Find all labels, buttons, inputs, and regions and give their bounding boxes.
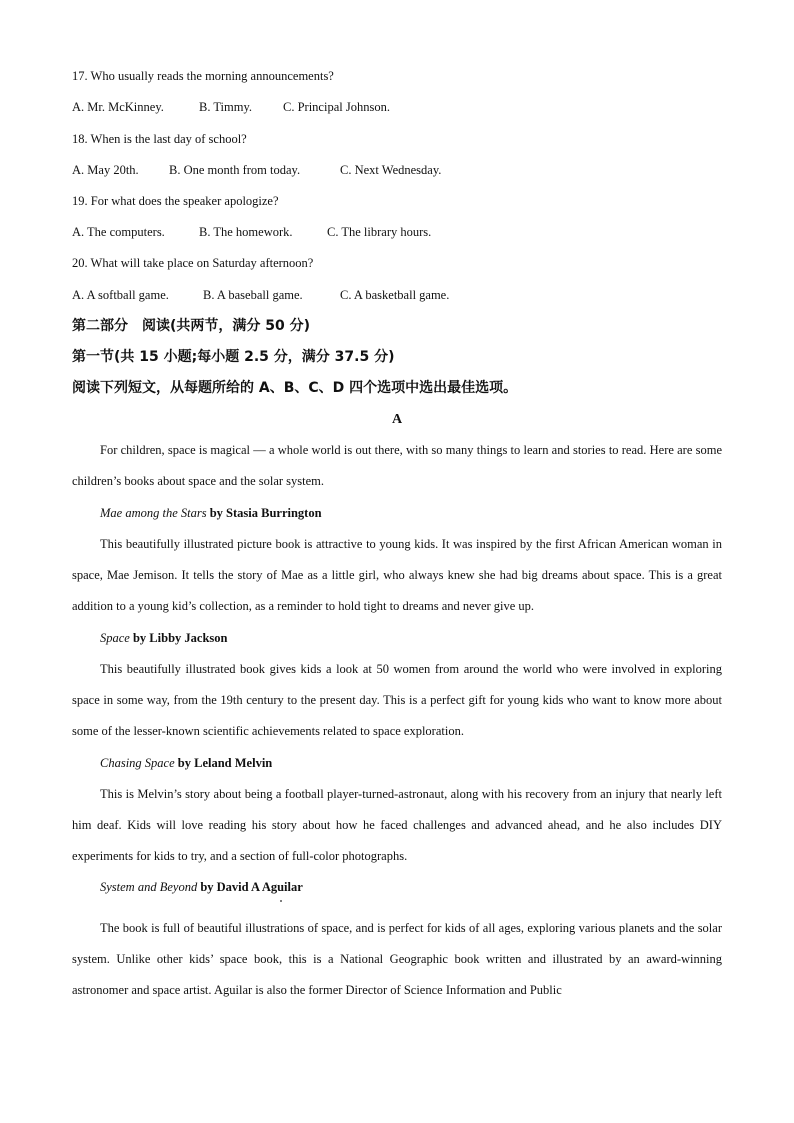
question-18-option-c: C. Next Wednesday. [340,163,442,177]
question-20-option-b: B. A baseball game. [203,288,303,302]
book-1-heading [100,505,322,521]
passage-intro: For children, space is magical — a whole world is out there, with so many things to learn and stories to read. Here are some children’s books about space and the solar system. [72,443,722,489]
question-18-option-b: B. One month from today. [169,163,301,177]
book-4-title: System and Beyond [100,880,198,894]
passage-label: A [391,412,403,427]
book-1-description: This beautifully illustrated picture book is attractive to young kids. It was inspired by the first African American woman in space, Mae Jemison. It tells the story of Mae as a little girl, who always knew she had big dreams about space. This is a great addition to a young kid’s collection, as a reminder to hold tight to dreams and never give up. [72,537,722,614]
book-1-title: Mae among the Stars [100,506,207,520]
book-2-author: by Libby Jackson [132,631,228,645]
book-3-author: by Leland Melvin [177,756,273,770]
book-3-heading [100,755,272,771]
book-3-description: This is Melvin’s story about being a football player-turned-astronaut, along with his recovery from an injury that nearly left him deaf. Kids will love reading his story about how he faced challenges and advanced ahead, and he also includes DIY experiments for kids to try, and a section of full-color photographs. [72,787,722,864]
question-17-option-b: B. Timmy. [199,100,253,114]
question-20-option-a: A. A softball game. [72,288,169,302]
book-1-author: by Stasia Burrington [209,506,322,520]
question-18-option-a: A. May 20th. [72,163,139,177]
question-20-option-c: C. A basketball game. [340,288,450,302]
book-4-description: The book is full of beautiful illustrations of space, and is perfect for kids of all ages, exploring various planets and the solar system. Unlike other kids’ space book, this is a National Geographic book written and illustrated by an award-winning astronomer and space artist. Aguilar is also the former Director of Science Information and Public [72,921,722,998]
book-2-title: Space [100,631,130,645]
instruction: 阅读下列短文，从每题所给的 A、B、C、D 四个选项中选出最佳选项。 [72,380,518,396]
stray-dot [280,900,282,902]
question-17-option-a: A. Mr. McKinney. [72,100,164,114]
question-19-option-b: B. The homework. [199,225,293,239]
book-3-title: Chasing Space [100,756,175,770]
subsection-heading: 第一节(共 15 小题;每小题 2.5 分，满分 37.5 分) [72,349,395,365]
book-2-description: This beautifully illustrated book gives kids a look at 50 women from around the world who were involved in exploring space in some way, from the 19th century to the present day. This is a perfect gift for young kids who want to know more about some of the lesser-known scientific achievements related to space exploration. [72,662,722,739]
question-18-stem: 18. When is the last day of school? [72,132,247,146]
part-heading: 第二部分 阅读(共两节，满分 50 分) [72,318,311,334]
question-20-stem: 20. What will take place on Saturday afternoon? [72,256,314,270]
question-17-stem: 17. Who usually reads the morning announcements? [72,69,334,83]
question-19-option-c: C. The library hours. [327,225,432,239]
question-17-option-c: C. Principal Johnson. [283,100,390,114]
book-2-heading [100,630,227,646]
book-4-heading [100,879,303,895]
question-19-option-a: A. The computers. [72,225,165,239]
question-19-stem: 19. For what does the speaker apologize? [72,194,279,208]
book-4-author: by David A Aguilar [200,880,303,894]
